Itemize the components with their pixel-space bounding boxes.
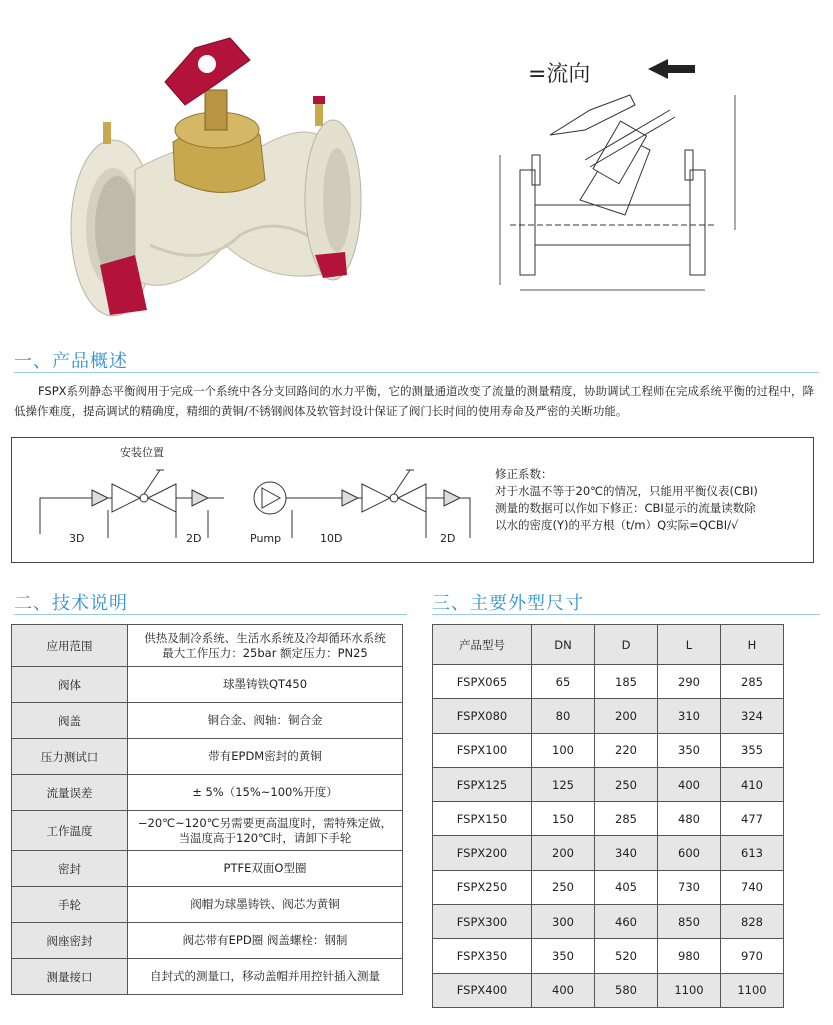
spec-value: [128, 739, 403, 775]
table-cell: 520: [595, 939, 658, 973]
spec-label: 阀体: [12, 667, 128, 703]
spec-label: 流量误差: [12, 775, 128, 811]
table-cell: 828: [721, 905, 784, 939]
spec-label: 测量接口: [12, 959, 128, 995]
table-row: [433, 802, 784, 836]
table-cell: 613: [721, 836, 784, 870]
spec-label: 密封: [12, 851, 128, 887]
flow-direction-label: =流向: [528, 62, 591, 87]
spec-value: [128, 703, 403, 739]
note-line: 以水的密度(Y)的平方根（t/m）Q实际=QCBI/√: [495, 518, 739, 532]
table-cell: 220: [595, 733, 658, 767]
table-cell: FSPX100: [433, 733, 532, 767]
table-cell: 65: [532, 665, 595, 699]
spec-value: [128, 811, 403, 851]
spec-value-line: −20℃~120℃另需要更高温度时，需特殊定做，: [137, 815, 393, 830]
section-divider: [14, 372, 819, 373]
section-divider: [432, 614, 820, 615]
table-row: [12, 959, 403, 995]
spec-label: 压力测试口: [12, 739, 128, 775]
note-line: 测量的数据可以作如下修正：CBI显示的流量读数除: [495, 501, 756, 515]
table-cell: 850: [658, 905, 721, 939]
table-cell: 310: [658, 699, 721, 733]
spec-label: 工作温度: [12, 811, 128, 851]
correction-note: [495, 466, 805, 534]
table-row: [433, 973, 784, 1007]
dimensions-table: [432, 624, 784, 1008]
section-title-overview: 一、产品概述: [14, 351, 128, 372]
table-row: [12, 851, 403, 887]
label-3d: 3D: [69, 532, 85, 545]
table-cell: 405: [595, 870, 658, 904]
table-cell: 730: [658, 870, 721, 904]
table-row: [433, 665, 784, 699]
table-row: [12, 923, 403, 959]
table-cell: 970: [721, 939, 784, 973]
table-cell: 980: [658, 939, 721, 973]
spec-value-line: 球墨铸铁QT450: [222, 677, 308, 691]
table-cell: 350: [532, 939, 595, 973]
column-header: DN: [532, 625, 595, 665]
spec-value-line: 供热及制冷系统、生活水系统及冷却循环水系统: [144, 630, 386, 645]
spec-value-line: 自封式的测量口，移动盖帽并用控针插入测量: [150, 969, 380, 983]
note-line: 修正系数：: [495, 467, 553, 481]
spec-value-line: 阀芯带有EPD圈 阀盖螺栓：钢制: [182, 933, 348, 947]
table-cell: 410: [721, 767, 784, 801]
table-cell: 150: [532, 802, 595, 836]
spec-value: [128, 887, 403, 923]
table-cell: FSPX300: [433, 905, 532, 939]
table-cell: 200: [532, 836, 595, 870]
table-row: [12, 775, 403, 811]
table-cell: FSPX250: [433, 870, 532, 904]
table-cell: 185: [595, 665, 658, 699]
table-cell: 400: [532, 973, 595, 1007]
table-cell: 285: [721, 665, 784, 699]
flow-arrow-icon: [648, 59, 695, 79]
table-row: [12, 739, 403, 775]
table-header-row: [433, 625, 784, 665]
table-cell: 290: [658, 665, 721, 699]
table-cell: 740: [721, 870, 784, 904]
table-row: [433, 905, 784, 939]
table-row: [12, 625, 403, 667]
table-row: [433, 767, 784, 801]
table-cell: 1100: [658, 973, 721, 1007]
table-cell: 285: [595, 802, 658, 836]
table-row: [433, 733, 784, 767]
table-row: [433, 939, 784, 973]
table-cell: FSPX150: [433, 802, 532, 836]
label-2d: 2D: [440, 532, 456, 545]
spec-value-line: 当温度高于120℃时，请卸下手轮: [178, 830, 352, 845]
spec-label: 阀座密封: [12, 923, 128, 959]
spec-value: [128, 959, 403, 995]
spec-value-line: 带有EPDM密封的黄铜: [208, 749, 322, 763]
label-10d: 10D: [320, 532, 343, 545]
column-header: 产品型号: [433, 625, 532, 665]
table-cell: 600: [658, 836, 721, 870]
label-2d: 2D: [186, 532, 202, 545]
spec-value-line: ± 5%（15%~100%开度）: [192, 785, 338, 799]
table-cell: 477: [721, 802, 784, 836]
table-cell: 250: [532, 870, 595, 904]
spec-value: [128, 775, 403, 811]
spec-value: [128, 923, 403, 959]
valve-technical-drawing: [490, 55, 745, 310]
section-title-tech: 二、技术说明: [14, 593, 128, 614]
table-row: [433, 699, 784, 733]
table-cell: FSPX200: [433, 836, 532, 870]
table-cell: 250: [595, 767, 658, 801]
table-cell: 80: [532, 699, 595, 733]
table-cell: 350: [658, 733, 721, 767]
table-row: [12, 703, 403, 739]
table-cell: 580: [595, 973, 658, 1007]
note-line: 对于水温不等于20℃的情况，只能用平衡仪表(CBI): [495, 484, 758, 498]
spec-value-line: 最大工作压力：25bar 额定压力：PN25: [162, 645, 368, 660]
table-cell: 400: [658, 767, 721, 801]
column-header: L: [658, 625, 721, 665]
valve-product-photo: [55, 30, 385, 330]
spec-value: [128, 625, 403, 667]
spec-value: [128, 851, 403, 887]
table-cell: FSPX065: [433, 665, 532, 699]
table-cell: 1100: [721, 973, 784, 1007]
section-title-dimensions: 三、主要外型尺寸: [432, 593, 584, 614]
label-pump: Pump: [250, 532, 282, 545]
tech-spec-table: [11, 624, 403, 995]
table-cell: FSPX125: [433, 767, 532, 801]
spec-label: 手轮: [12, 887, 128, 923]
column-header: H: [721, 625, 784, 665]
table-cell: 300: [532, 905, 595, 939]
table-cell: 324: [721, 699, 784, 733]
spec-value: [128, 667, 403, 703]
table-cell: 125: [532, 767, 595, 801]
table-cell: 340: [595, 836, 658, 870]
table-row: [433, 870, 784, 904]
table-row: [12, 811, 403, 851]
table-row: [433, 836, 784, 870]
table-cell: FSPX350: [433, 939, 532, 973]
spec-label: 阀盖: [12, 703, 128, 739]
table-cell: 100: [532, 733, 595, 767]
install-position-label: 安装位置: [120, 446, 164, 459]
table-cell: 355: [721, 733, 784, 767]
spec-value-line: PTFE双面O型圈: [223, 861, 307, 875]
table-cell: FSPX400: [433, 973, 532, 1007]
spec-value-line: 阀帽为球墨铸铁、阀芯为黄铜: [190, 897, 340, 911]
table-row: [12, 667, 403, 703]
section-divider: [14, 614, 407, 615]
table-row: [12, 887, 403, 923]
spec-value-line: 铜合金、阀轴：铜合金: [207, 713, 323, 727]
product-intro-text: FSPX系列静态平衡阀用于完成一个系统中各分支回路间的水力平衡，它的测量通道改变了流量的测量精度，协助调试工程师在完成系统平衡的过程中，降低操作难度，提高调试的精确度，精细的黄铜/不锈钢阀体及软管封设计保证了阀门长时间的使用寿命及严密的关断功能。: [14, 384, 815, 418]
table-cell: 480: [658, 802, 721, 836]
column-header: D: [595, 625, 658, 665]
table-cell: 460: [595, 905, 658, 939]
spec-label: 应用范围: [12, 625, 128, 667]
table-cell: FSPX080: [433, 699, 532, 733]
table-cell: 200: [595, 699, 658, 733]
